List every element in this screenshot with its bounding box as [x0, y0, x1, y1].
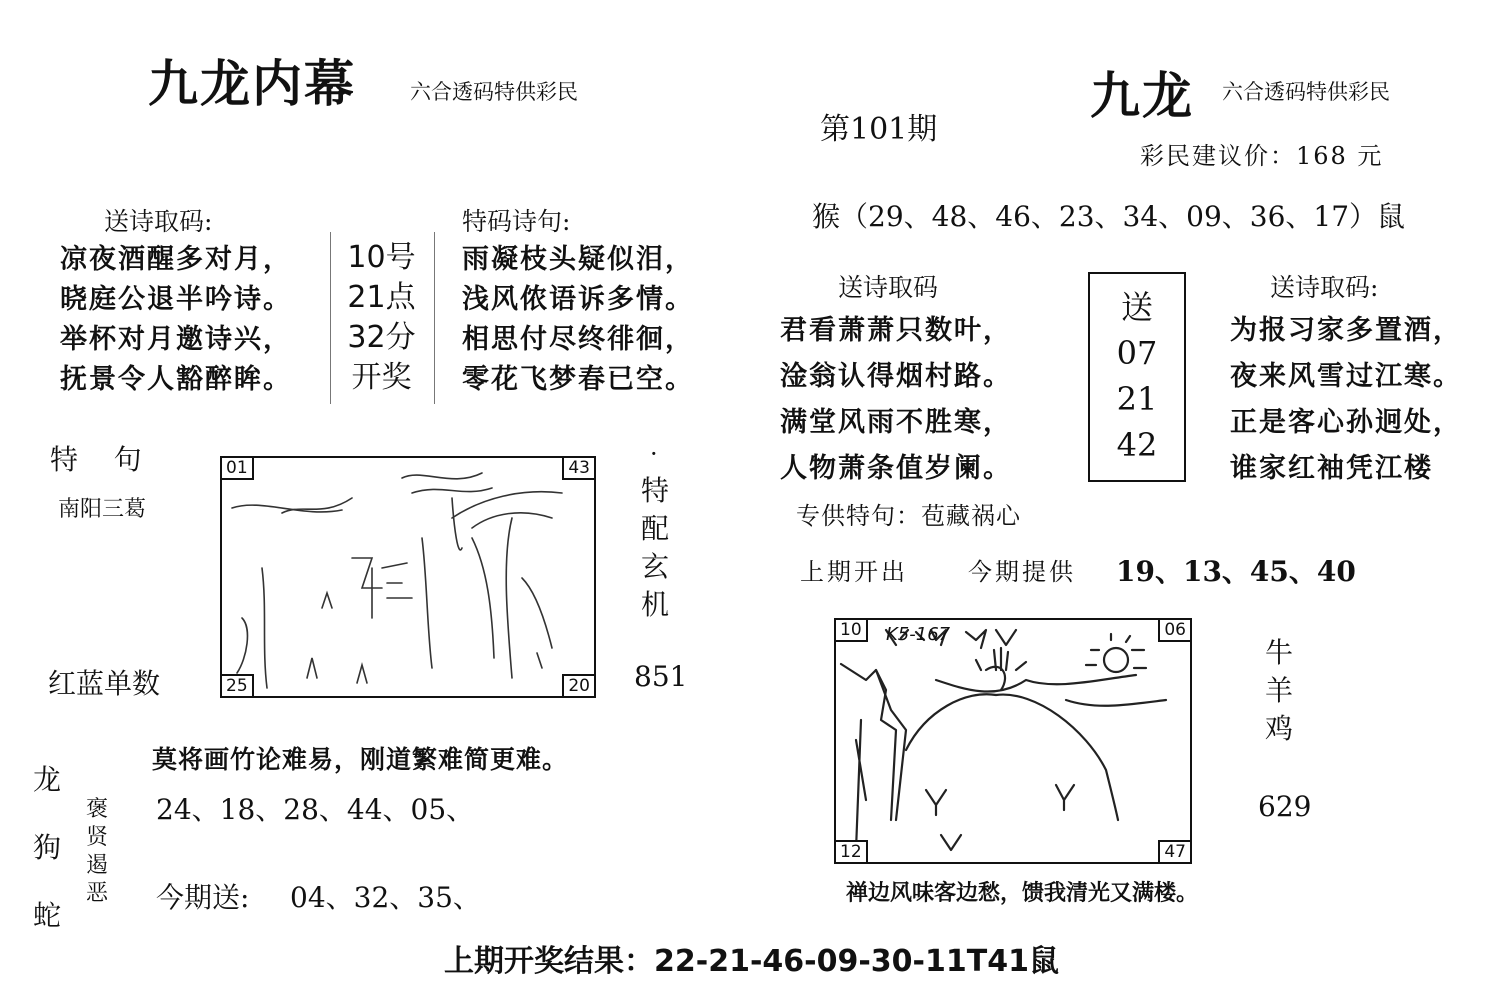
vertical-char: 机: [640, 588, 669, 621]
box-line: 32分: [347, 320, 416, 355]
box-line: 10号: [347, 240, 416, 275]
right-poem-b-heading: 送诗取码:: [1270, 273, 1379, 302]
vertical-char: 特: [640, 474, 669, 507]
vertical-char: 羊: [1264, 674, 1293, 707]
poem-line: 抚景令人豁醉眸。: [60, 364, 292, 395]
right-price: 彩民建议价：168 元: [1140, 142, 1384, 170]
left-today-label: 今期送:: [156, 881, 250, 914]
phrase-char: 贤: [85, 825, 108, 850]
left-poem-b: [462, 240, 694, 400]
zodiac-char: 狗: [32, 831, 61, 864]
right-sketch-scribble: K5-167: [886, 624, 951, 645]
left-today-numbers: 04、32、35、: [290, 881, 481, 914]
poem-line: 凉夜酒醒多对月，: [60, 244, 292, 275]
vertical-char: 鸡: [1264, 712, 1293, 745]
poem-line: 淦翁认得烟村路。: [780, 361, 1012, 392]
left-title: 九龙内幕: [148, 54, 356, 113]
poem-line: 人物萧条值岁阑。: [780, 453, 1012, 484]
right-poem-b: [1230, 308, 1462, 492]
left-special-value: 南阳三葛: [58, 497, 147, 522]
zodiac-char: 蛇: [32, 899, 61, 932]
right-bottom-poem: 禅边风味客边愁，馈我清光又满楼。: [846, 880, 1199, 906]
box-line: 21点: [347, 280, 416, 315]
right-this-numbers: 19、13、45、40: [1116, 555, 1356, 588]
phrase-char: 褒: [85, 797, 108, 822]
box-line: 42: [1116, 426, 1158, 464]
right-last-label: 上期开出: [800, 558, 908, 586]
left-poem-a-heading: 送诗取码:: [104, 207, 213, 236]
left-zodiacs-vertical: [30, 746, 64, 950]
right-corner-tr: 06: [1158, 620, 1190, 642]
box-line: 07: [1116, 334, 1158, 372]
left-numbers: 24、18、28、44、05、: [156, 793, 475, 826]
phrase-char: 恶: [85, 881, 108, 906]
left-poem-b-heading: 特码诗句:: [462, 207, 571, 236]
box-line: 开奖: [351, 360, 412, 395]
poem-line: 满堂风雨不胜寒，: [780, 407, 1012, 438]
right-center-box-text: [1088, 284, 1186, 468]
left-corner-tl: 01: [222, 458, 254, 480]
left-corner-bl: 25: [222, 674, 254, 696]
right-side-vertical: [1262, 634, 1296, 748]
poem-line: 雨凝枝头疑似泪，: [462, 244, 694, 275]
poem-line: 相思付尽终徘徊，: [462, 324, 694, 355]
phrase-char: 遏: [85, 853, 108, 878]
right-poem-a: [780, 308, 1012, 492]
poem-line: 浅风侬语诉多情。: [462, 284, 694, 315]
right-title: 九龙: [1090, 66, 1194, 125]
right-poem-a-heading: 送诗取码: [838, 273, 939, 302]
left-special-label: 特 句: [50, 443, 142, 476]
poem-line: 正是客心孙迥处，: [1230, 407, 1462, 438]
left-sketch-drawing: [222, 458, 594, 696]
right-side-value: 629: [1258, 790, 1312, 823]
right-corner-bl: 12: [836, 840, 868, 862]
red-blue-label: 红蓝单数: [48, 667, 161, 700]
left-poem-line: 莫将画竹论难易，刚道繁难简更难。: [152, 745, 569, 774]
poem-line: 举杯对月邀诗兴，: [60, 324, 292, 355]
left-sketch-frame: [220, 456, 596, 698]
left-side-dot: ·: [650, 440, 658, 468]
poem-line: 零花飞梦春已空。: [462, 364, 694, 395]
poem-line: 为报习家多置酒，: [1230, 315, 1462, 346]
right-sketch-drawing: [836, 620, 1190, 862]
left-phrase-vertical: [84, 796, 110, 908]
left-corner-br: 20: [562, 674, 594, 696]
right-corner-br: 47: [1158, 840, 1190, 862]
poem-line: 谁家红袖凭江楼: [1230, 453, 1433, 484]
vertical-char: 玄: [640, 550, 669, 583]
right-subtitle: 六合透码特供彩民: [1222, 80, 1390, 104]
last-result: 上期开奖结果：22-21-46-09-30-11T41鼠: [444, 944, 1059, 979]
right-corner-tl: 10: [836, 620, 868, 642]
right-range-line: 猴（29、48、46、23、34、09、36、17）鼠: [812, 200, 1406, 233]
red-blue-value: 851: [634, 660, 688, 693]
left-poem-a: [60, 240, 292, 400]
box-line: 21: [1116, 380, 1158, 418]
vertical-char: 配: [640, 512, 669, 545]
poem-line: 晓庭公退半吟诗。: [60, 284, 292, 315]
box-line: 送: [1120, 288, 1153, 326]
right-this-label: 今期提供: [968, 558, 1076, 586]
left-side-vertical: [638, 472, 672, 624]
left-center-box-text: [330, 238, 433, 398]
vertical-char: 牛: [1264, 636, 1293, 669]
issue-number: 第101期: [820, 112, 938, 147]
zodiac-char: 龙: [32, 763, 61, 796]
left-corner-tr: 43: [562, 458, 594, 480]
right-special-line: 专供特句：苞藏祸心: [796, 502, 1021, 530]
left-subtitle: 六合透码特供彩民: [410, 80, 578, 104]
poem-line: 夜来风雪过江寒。: [1230, 361, 1462, 392]
right-sketch-frame: [834, 618, 1192, 864]
poem-line: 君看萧萧只数叶，: [780, 315, 1012, 346]
